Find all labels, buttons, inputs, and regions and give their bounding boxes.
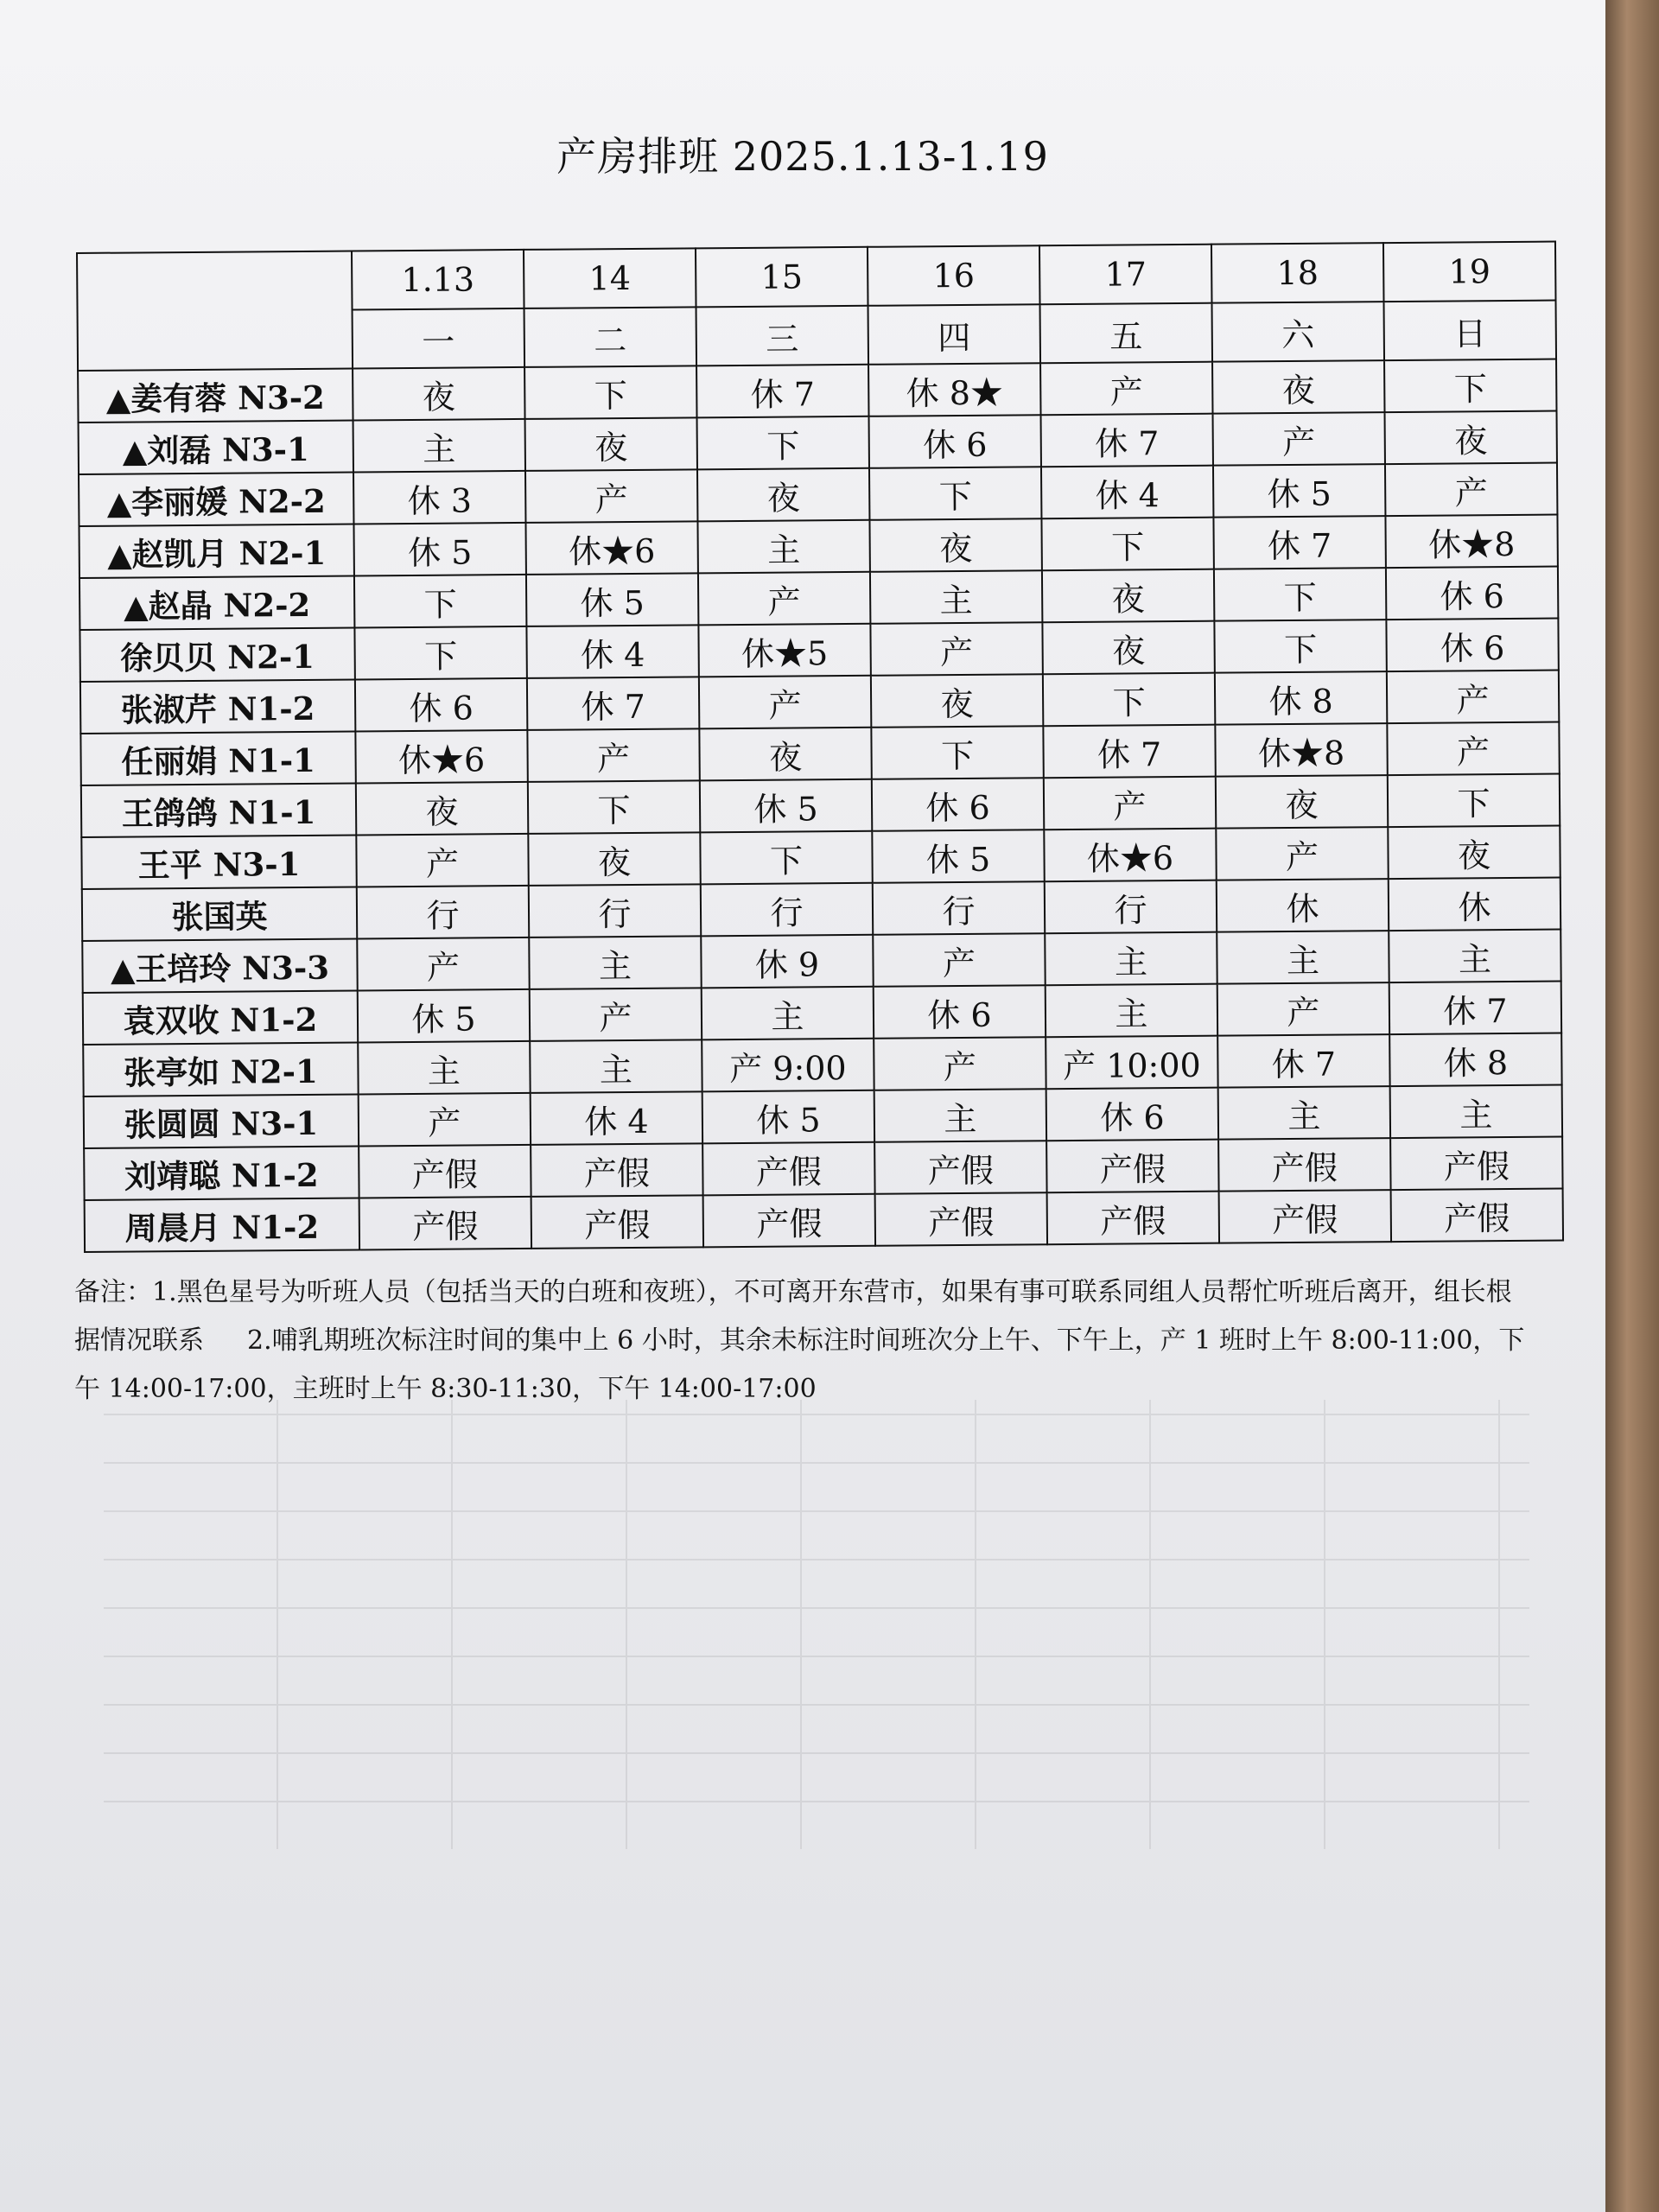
- shift-cell: 产: [1213, 412, 1385, 466]
- shift-cell: 休 5: [526, 573, 698, 626]
- schedule-table: [76, 241, 1564, 1253]
- shift-cell: 休 6: [869, 415, 1041, 468]
- shift-cell: 产: [1044, 777, 1216, 830]
- shift-cell: 下: [524, 365, 696, 419]
- shift-cell: 休 4: [526, 625, 698, 678]
- shift-cell: 产: [525, 469, 697, 523]
- date-header-cell: 15: [696, 247, 868, 308]
- shift-cell: 主: [1045, 932, 1217, 986]
- staff-name-cell: ▲王培玲 N3-3: [82, 938, 357, 992]
- shift-cell: 下: [354, 626, 526, 680]
- shift-cell: 主: [1218, 1086, 1390, 1140]
- shift-cell: 休 7: [1213, 516, 1385, 569]
- shift-cell: 行: [529, 884, 701, 938]
- shift-cell: 休: [1217, 879, 1389, 932]
- shift-cell: 下: [1214, 620, 1386, 673]
- shift-cell: 休 6: [1386, 619, 1558, 672]
- shift-cell: 产: [1387, 722, 1559, 776]
- shift-cell: 夜: [1388, 826, 1560, 880]
- shift-cell: 夜: [1216, 775, 1388, 829]
- shift-cell: 下: [871, 726, 1043, 779]
- shift-cell: 休 5: [702, 1090, 874, 1144]
- shift-cell: 休 6: [1386, 567, 1558, 620]
- shift-cell: 休 6: [874, 985, 1046, 1039]
- shift-cell: 行: [357, 886, 529, 939]
- shift-cell: 夜: [1385, 411, 1557, 465]
- shift-cell: 产: [1040, 362, 1212, 416]
- date-header-cell: 1.13: [352, 250, 524, 310]
- staff-name-cell: ▲刘磊 N3-1: [79, 420, 353, 474]
- weekday-header-cell: 日: [1383, 301, 1556, 361]
- date-header-cell: 16: [868, 245, 1040, 306]
- shift-cell: 夜: [528, 832, 700, 886]
- remark-2: 2.哺乳期班次标注时间的集中上 6 小时，其余未标注时间班次分上午、下午上，产 1 班时上午 8:00-11:00，下午 14:00-17:00，主班时上午 8:30-11:30，下午 14:00-17:00: [74, 1325, 1525, 1404]
- weekday-header-cell: 一: [353, 308, 525, 369]
- shift-cell: 休 5: [1213, 464, 1385, 518]
- shift-cell: 休: [1389, 878, 1560, 931]
- weekday-header-cell: 二: [524, 307, 697, 367]
- shift-cell: 产假: [1047, 1192, 1219, 1245]
- shift-cell: 产假: [1219, 1190, 1391, 1243]
- shift-cell: 夜: [1042, 569, 1214, 623]
- shift-cell: 产 9:00: [702, 1039, 874, 1092]
- shift-cell: 产: [870, 622, 1042, 676]
- desk-surface: [1605, 0, 1659, 2212]
- shift-cell: 产假: [1046, 1140, 1218, 1193]
- shift-cell: 休★6: [355, 730, 527, 784]
- shift-cell: 夜: [871, 674, 1043, 728]
- shift-cell: 休 3: [353, 471, 525, 524]
- shift-cell: 产假: [531, 1195, 703, 1249]
- shift-cell: 主: [874, 1089, 1046, 1142]
- shift-cell: 下: [1041, 518, 1213, 571]
- shift-cell: 主: [702, 987, 874, 1040]
- shift-cell: 产: [530, 988, 702, 1041]
- date-header-cell: 18: [1211, 243, 1384, 303]
- shift-cell: 产: [1385, 463, 1557, 517]
- shift-cell: 休 9: [701, 935, 873, 988]
- shift-cell: 夜: [697, 468, 869, 522]
- shift-cell: 休 7: [1043, 725, 1215, 779]
- shift-cell: 休 5: [358, 989, 530, 1043]
- staff-name-cell: 周晨月 N1-2: [85, 1198, 359, 1251]
- shift-cell: 主: [870, 570, 1042, 624]
- shift-cell: 产假: [1218, 1138, 1390, 1192]
- shift-cell: 夜: [353, 367, 524, 421]
- shift-cell: 行: [701, 883, 873, 937]
- shift-cell: 休★8: [1215, 723, 1387, 777]
- shift-cell: 休 8★: [868, 363, 1040, 416]
- shift-cell: 休 4: [531, 1091, 702, 1145]
- staff-name-cell: 张国英: [82, 887, 357, 940]
- date-header-cell: 17: [1039, 245, 1212, 305]
- remarks: [74, 1268, 1526, 1414]
- shift-cell: 产: [527, 728, 699, 782]
- shift-cell: 休 6: [872, 778, 1044, 831]
- shift-cell: 产假: [531, 1143, 702, 1197]
- shift-cell: 产: [356, 834, 528, 887]
- shift-cell: 下: [528, 780, 700, 834]
- shift-cell: 下: [1388, 774, 1560, 828]
- weekday-header-cell: 三: [696, 306, 869, 366]
- shift-cell: 休 7: [1217, 1034, 1389, 1088]
- shift-cell: 主: [529, 936, 701, 989]
- shift-cell: 休 7: [1041, 414, 1213, 467]
- shift-cell: 产假: [359, 1145, 531, 1198]
- shift-cell: 夜: [1212, 360, 1384, 414]
- shift-cell: 主: [1217, 931, 1389, 984]
- shift-cell: 产假: [874, 1141, 1046, 1194]
- shift-cell: 休 8: [1389, 1033, 1561, 1087]
- staff-name-cell: ▲姜有蓉 N3-2: [78, 368, 353, 422]
- staff-name-cell: 张亭如 N2-1: [83, 1042, 358, 1096]
- shift-cell: 产: [874, 1037, 1046, 1090]
- shift-cell: 产: [1216, 827, 1388, 880]
- staff-name-cell: 张淑芹 N1-2: [80, 679, 355, 733]
- shift-cell: 休 5: [700, 779, 872, 833]
- page-title: 产房排班 2025.1.13-1.19: [556, 133, 1049, 180]
- shift-cell: 休★5: [698, 624, 870, 677]
- staff-name-cell: ▲赵凯月 N2-1: [79, 524, 353, 577]
- shift-cell: 夜: [699, 728, 871, 781]
- staff-name-cell: 袁双收 N1-2: [83, 990, 358, 1044]
- shift-cell: 产 10:00: [1046, 1036, 1217, 1090]
- shift-cell: 主: [1389, 930, 1560, 983]
- shift-cell: 休 5: [353, 523, 525, 576]
- shift-cell: 下: [1384, 359, 1556, 413]
- show-through-texture: [104, 1400, 1529, 1849]
- shift-cell: 行: [1045, 880, 1217, 934]
- shift-cell: 休★6: [1044, 829, 1216, 882]
- shift-cell: 产假: [1390, 1137, 1562, 1191]
- shift-cell: 休 5: [872, 830, 1044, 883]
- shift-cell: 产假: [1391, 1189, 1563, 1243]
- shift-cell: 休 7: [527, 677, 699, 730]
- shift-cell: 休 7: [696, 365, 868, 418]
- shift-cell: 夜: [869, 518, 1041, 572]
- staff-name-cell: 王鸽鸽 N1-1: [81, 783, 356, 836]
- shift-cell: 夜: [525, 417, 697, 471]
- shift-cell: 产假: [875, 1192, 1047, 1246]
- shift-cell: 产: [873, 933, 1045, 987]
- shift-cell: 主: [1390, 1085, 1562, 1139]
- shift-cell: 下: [697, 416, 869, 470]
- staff-name-cell: 张圆圆 N3-1: [84, 1094, 359, 1147]
- shift-cell: 下: [1043, 673, 1215, 727]
- date-header-cell: 14: [524, 248, 696, 308]
- staff-name-cell: 任丽娟 N1-1: [80, 731, 355, 785]
- shift-cell: 休 6: [1046, 1088, 1218, 1141]
- shift-cell: 产: [1217, 982, 1389, 1036]
- staff-name-cell: ▲李丽媛 N2-2: [79, 472, 353, 525]
- remark-1: 备注：1.黑色星号为听班人员（包括当天的白班和夜班），不可离开东营市，如果有事可联系同组人员帮忙听班后离开，组长根据情况联系: [74, 1277, 1512, 1356]
- shift-cell: 下: [700, 831, 872, 885]
- shift-cell: 产假: [703, 1194, 875, 1248]
- shift-cell: 主: [353, 419, 525, 473]
- date-header-cell: 19: [1383, 242, 1556, 302]
- shift-cell: 产假: [702, 1142, 874, 1196]
- weekday-header-cell: 五: [1040, 303, 1213, 364]
- shift-cell: 下: [1214, 568, 1386, 621]
- shift-cell: 夜: [1042, 621, 1214, 675]
- staff-name-cell: 王平 N3-1: [81, 835, 356, 888]
- header-corner-cell: [77, 251, 353, 370]
- shift-cell: 产假: [359, 1197, 531, 1250]
- shift-cell: 行: [873, 881, 1045, 935]
- weekday-header-cell: 四: [868, 304, 1041, 365]
- shift-cell: 休★8: [1385, 515, 1557, 569]
- shift-cell: 下: [869, 467, 1041, 520]
- shift-cell: 产: [1387, 671, 1559, 724]
- shift-cell: 下: [354, 575, 526, 628]
- shift-cell: 休 8: [1215, 671, 1387, 725]
- shift-cell: 休 6: [355, 678, 527, 732]
- shift-cell: 夜: [356, 782, 528, 836]
- staff-row: [85, 1189, 1563, 1252]
- shift-cell: 主: [358, 1041, 530, 1095]
- staff-name-cell: 刘靖聪 N1-2: [84, 1146, 359, 1199]
- shift-cell: 主: [530, 1039, 702, 1093]
- shift-cell: 产: [357, 938, 529, 991]
- shift-cell: 休 4: [1041, 466, 1213, 519]
- shift-cell: 休★6: [525, 521, 697, 575]
- shift-cell: 产: [359, 1093, 531, 1147]
- weekday-header-cell: 六: [1212, 302, 1385, 362]
- shift-cell: 休 7: [1389, 982, 1561, 1035]
- shift-cell: 产: [698, 572, 870, 626]
- staff-name-cell: ▲赵晶 N2-2: [79, 575, 354, 629]
- staff-name-cell: 徐贝贝 N2-1: [79, 627, 354, 681]
- shift-cell: 主: [697, 520, 869, 574]
- shift-cell: 产: [699, 676, 871, 729]
- shift-cell: 主: [1046, 984, 1217, 1038]
